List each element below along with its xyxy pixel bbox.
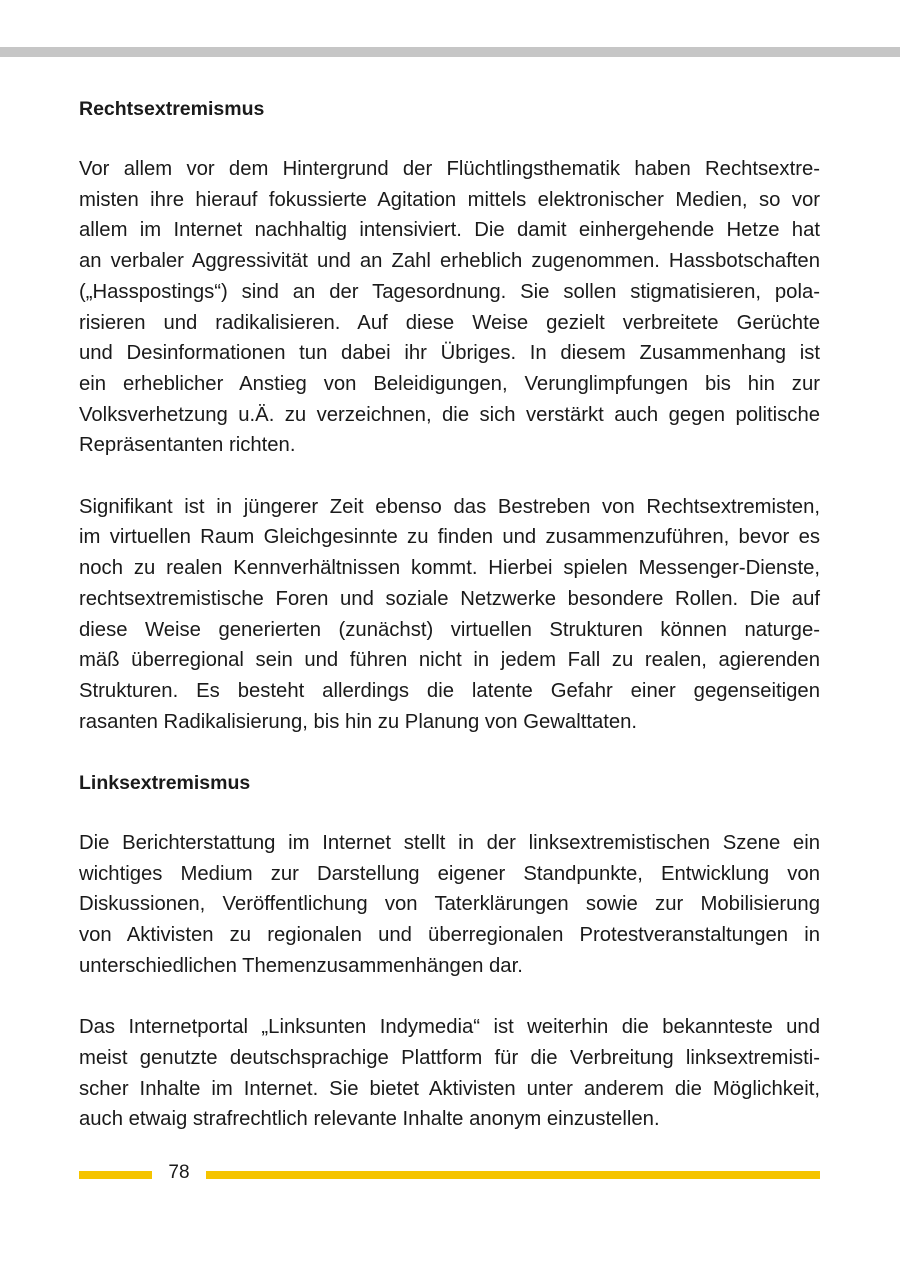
paragraph bbox=[79, 492, 820, 738]
text-line: Volksverhetzung u.Ä. zu verzeichnen, die sich verstärkt auch gegen politische bbox=[79, 403, 820, 426]
text-line: scher Inhalte im Internet. Sie bietet Aktivisten unter anderem die Möglichkeit, bbox=[79, 1077, 820, 1100]
text-line: mäß überregional sein und führen nicht in jedem Fall zu realen, agierenden bbox=[79, 649, 820, 672]
text-line: Strukturen. Es besteht allerdings die latente Gefahr einer gegenseitigen bbox=[79, 679, 820, 702]
section-heading: Linksextremismus bbox=[79, 772, 251, 795]
footer-bar-left bbox=[79, 1171, 152, 1179]
text-line: allem im Internet nachhaltig intensiviert. Die damit einhergehende Hetze hat bbox=[79, 219, 820, 242]
text-line: unterschiedlichen Themenzusammenhängen dar. bbox=[79, 954, 523, 977]
footer-bar-right bbox=[206, 1171, 820, 1179]
text-line: wichtiges Medium zur Darstellung eigener Standpunkte, Entwicklung von bbox=[79, 862, 820, 885]
text-line: ein erheblicher Anstieg von Beleidigungen, Verunglimpfungen bis hin zur bbox=[79, 372, 820, 395]
paragraph bbox=[79, 154, 820, 461]
text-line: Vor allem vor dem Hintergrund der Flüchtlingsthematik haben Rechtsextre- bbox=[79, 158, 820, 180]
paragraph bbox=[79, 828, 820, 982]
text-line: im virtuellen Raum Gleichgesinnte zu finden und zusammenzuführen, bevor es bbox=[79, 526, 820, 549]
text-line: noch zu realen Kennverhältnissen kommt. Hierbei spielen Messenger-Dienste, bbox=[79, 557, 820, 580]
page-number: 78 bbox=[168, 1162, 190, 1183]
text-line: rasanten Radikalisierung, bis hin zu Planung von Gewalttaten. bbox=[79, 710, 638, 733]
text-line: an verbaler Aggressivität und an Zahl erheblich zugenommen. Hassbotschaften bbox=[79, 250, 820, 273]
text-line: Das Internetportal „Linksunten Indymedia“ ist weiterhin die bekannteste und bbox=[79, 1016, 820, 1039]
section-heading: Rechtsextremismus bbox=[79, 98, 265, 120]
text-line: risieren und radikalisieren. Auf diese Weise gezielt verbreitete Gerüchte bbox=[79, 311, 820, 334]
text-line: meist genutzte deutschsprachige Plattform für die Verbreitung linksextremisti- bbox=[79, 1046, 820, 1069]
text-line: rechtsextremistische Foren und soziale Netzwerke besondere Rollen. Die auf bbox=[79, 587, 820, 610]
text-line: und Desinformationen tun dabei ihr Übriges. In diesem Zusammenhang ist bbox=[79, 342, 820, 365]
text-line: misten ihre hierauf fokussierte Agitation mittels elektronischer Medien, so vor bbox=[79, 188, 820, 211]
text-line: Signifikant ist in jüngerer Zeit ebenso das Bestreben von Rechtsextremisten, bbox=[79, 495, 820, 518]
text-line: Diskussionen, Veröffentlichung von Taterklärungen sowie zur Mobilisierung bbox=[79, 893, 820, 916]
document-body bbox=[79, 94, 820, 1166]
text-line: auch etwaig strafrechtlich relevante Inhalte anonym einzustellen. bbox=[79, 1108, 660, 1131]
text-line: („Hasspostings“) sind an der Tagesordnung. Sie sollen stigmatisieren, pola- bbox=[79, 280, 820, 303]
paragraph bbox=[79, 1012, 820, 1135]
top-rule bbox=[0, 47, 900, 57]
text-line: Die Berichterstattung im Internet stellt in der linksextremistischen Szene ein bbox=[79, 832, 820, 855]
text-line: diese Weise generierten (zunächst) virtuellen Strukturen können naturge- bbox=[79, 618, 820, 641]
text-line: Repräsentanten richten. bbox=[79, 434, 296, 457]
text-line: von Aktivisten zu regionalen und überregionalen Protestveranstaltungen in bbox=[79, 924, 820, 947]
